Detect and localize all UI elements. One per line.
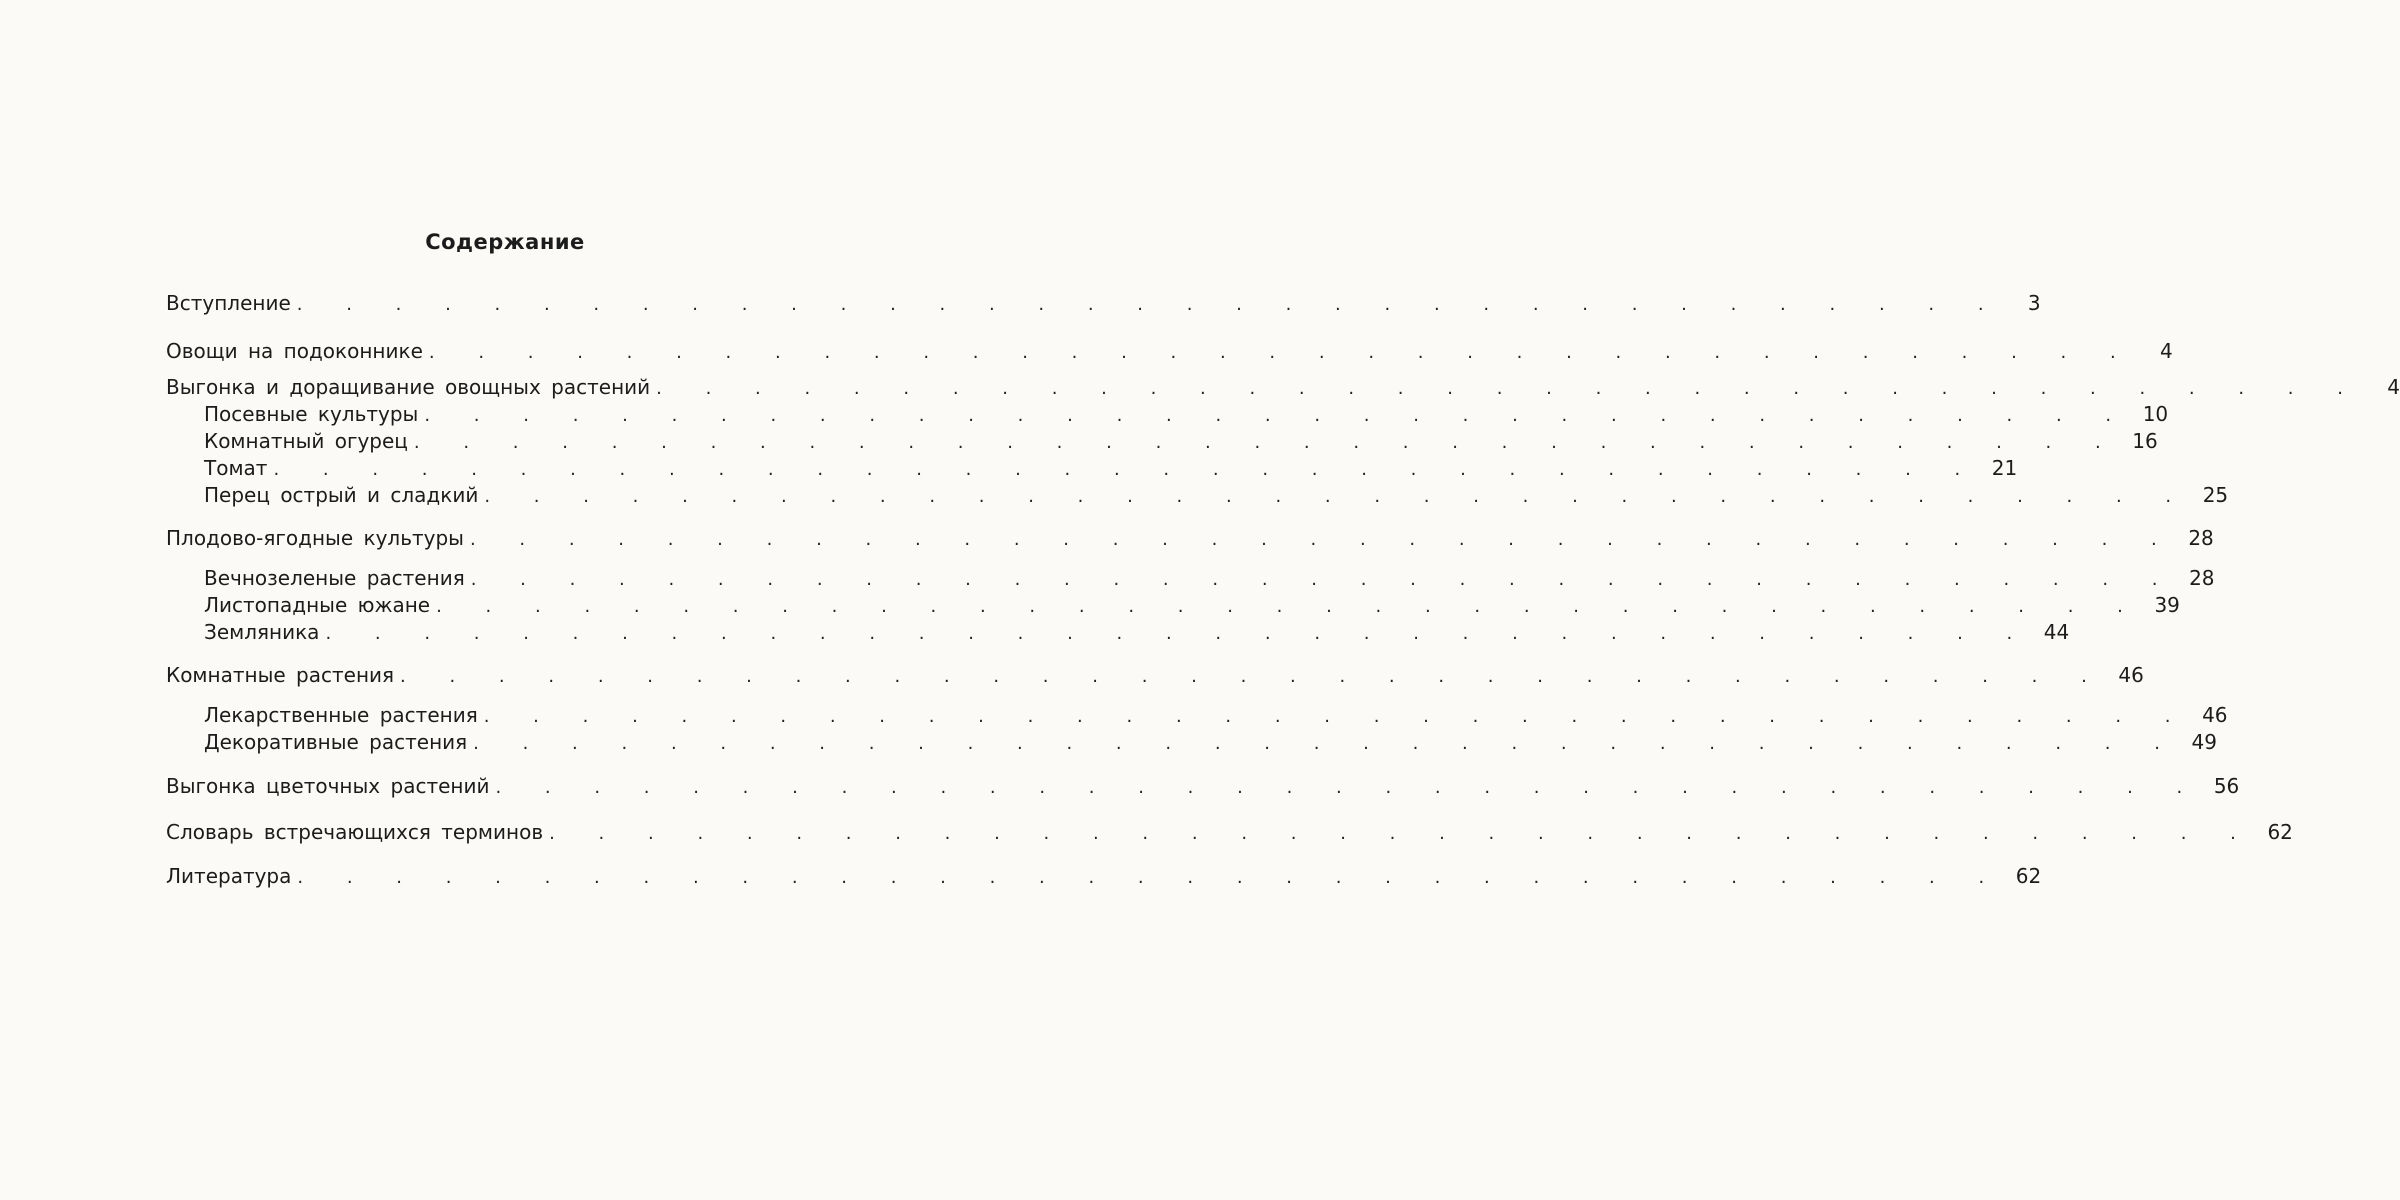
- toc-leader-dots: . . . . . . . . . . . . . . . . . . . . . . . . . . . . . . . . . . .: [549, 823, 2255, 844]
- toc-entry-label: Вечнозеленые растения: [204, 563, 471, 593]
- toc-entry-indoor-cucumber: [0, 426, 2158, 456]
- toc-entry-sown-crops: [0, 399, 2169, 429]
- toc-entry-introduction: [0, 288, 2041, 318]
- toc-entry-evergreen-plants: [0, 563, 2215, 593]
- toc-entry-vegetables-windowsill: [0, 336, 2173, 366]
- toc-entry-label: Перец острый и сладкий: [204, 480, 484, 510]
- toc-leader-dots: . . . . . . . . . . . . . . . . . . . . . . . . . . . . . . . . . . .: [325, 623, 2032, 644]
- toc-page-number: 46: [2202, 703, 2228, 727]
- toc-entry-glossary: [0, 817, 2293, 847]
- toc-entry-deciduous-southerners: [0, 590, 2180, 620]
- toc-entry-label: Комнатные растения: [166, 660, 400, 690]
- toc-entry-label: Выгонка цветочных растений: [166, 771, 495, 801]
- toc-leader-dots: . . . . . . . . . . . . . . . . . . . . . . . . . . . . . . . . . . .: [273, 459, 1980, 480]
- toc-entry-tomato: [0, 453, 2018, 483]
- toc-entry-label: Выгонка и доращивание овощных растений: [166, 372, 656, 402]
- toc-entry-indoor-plants: [0, 660, 2144, 690]
- toc-page-number: 56: [2213, 774, 2240, 798]
- toc-page-number: 25: [2202, 483, 2229, 507]
- toc-entry-pepper: [0, 480, 2229, 510]
- toc-leader-dots: . . . . . . . . . . . . . . . . . . . . . . . . . . . . . . . . . . .: [495, 777, 2202, 798]
- toc-entry-forcing-flowers: [0, 771, 2240, 801]
- toc-page-number: 28: [2189, 566, 2215, 590]
- toc-page-number: 62: [2267, 820, 2293, 844]
- toc-entry-label: Словарь встречающихся терминов: [166, 817, 549, 847]
- toc-entry-label: Листопадные южане: [204, 590, 436, 620]
- toc-entry-literature: [0, 861, 2042, 891]
- toc-page-number: 3: [2027, 291, 2041, 315]
- toc-leader-dots: . . . . . . . . . . . . . . . . . . . . . . . . . . . . . . . . . . .: [484, 486, 2191, 507]
- toc-leader-dots: . . . . . . . . . . . . . . . . . . . . . . . . . . . . . . . . . . .: [424, 405, 2131, 426]
- toc-entry-label: Комнатный огурец: [204, 426, 414, 456]
- page-title: Содержание: [425, 230, 585, 254]
- toc-page-number: 4: [2159, 339, 2173, 363]
- toc-page-number: 10: [2142, 402, 2169, 426]
- toc-leader-dots: . . . . . . . . . . . . . . . . . . . . . . . . . . . . . . . . . . .: [483, 706, 2190, 727]
- toc-entry-label: Томат: [204, 453, 273, 483]
- toc-page-number: 4: [2387, 375, 2400, 399]
- toc-entry-label: Посевные культуры: [204, 399, 424, 429]
- toc-leader-dots: . . . . . . . . . . . . . . . . . . . . . . . . . . . . . . . . . . .: [297, 867, 2004, 888]
- toc-entry-label: Лекарственные растения: [204, 700, 484, 730]
- toc-entry-fruit-berry-crops: [0, 523, 2214, 553]
- toc-page-number: 46: [2118, 663, 2144, 687]
- toc-leader-dots: . . . . . . . . . . . . . . . . . . . . . . . . . . . . . . . . . . .: [470, 569, 2177, 590]
- toc-page-number: 28: [2188, 526, 2214, 550]
- toc-leader-dots: . . . . . . . . . . . . . . . . . . . . . . . . . . . . . . . . . . .: [436, 596, 2142, 617]
- toc-leader-dots: . . . . . . . . . . . . . . . . . . . . . . . . . . . . . . . . . . .: [296, 294, 2003, 315]
- toc-leader-dots: . . . . . . . . . . . . . . . . . . . . . . . . . . . . . . . . . . .: [400, 666, 2106, 687]
- toc-entry-forcing-vegetables: [0, 372, 2400, 402]
- toc-page-number: 16: [2132, 429, 2158, 453]
- toc-leader-dots: . . . . . . . . . . . . . . . . . . . . . . . . . . . . . . . . . . .: [469, 529, 2176, 550]
- toc-entry-decorative-plants: [0, 727, 2217, 757]
- toc-page-number: 62: [2015, 864, 2042, 888]
- toc-page-number: 39: [2154, 593, 2180, 617]
- toc-leader-dots: . . . . . . . . . . . . . . . . . . . . . . . . . . . . . . . . . . .: [428, 342, 2135, 363]
- toc-page-number: 49: [2191, 730, 2217, 754]
- toc-leader-dots: . . . . . . . . . . . . . . . . . . . . . . . . . . . . . . . . . . .: [413, 432, 2120, 453]
- toc-entry-label: Овощи на подоконнике: [166, 336, 429, 366]
- toc-entry-label: Земляника: [204, 617, 325, 647]
- toc-entry-medicinal-plants: [0, 700, 2228, 730]
- toc-entry-label: Плодово-ягодные культуры: [166, 523, 470, 553]
- toc-leader-dots: . . . . . . . . . . . . . . . . . . . . . . . . . . . . . . . . . . .: [473, 733, 2179, 754]
- toc-entry-label: Декоративные растения: [204, 727, 473, 757]
- toc-entry-strawberry: [0, 617, 2070, 647]
- toc-page-number: 44: [2043, 620, 2070, 644]
- toc-page-number: 21: [1991, 456, 2018, 480]
- toc-leader-dots: . . . . . . . . . . . . . . . . . . . . . . . . . . . . . . . . . . .: [656, 378, 2362, 399]
- toc-entry-label: Вступление: [166, 288, 297, 318]
- toc-entry-label: Литература: [166, 861, 297, 891]
